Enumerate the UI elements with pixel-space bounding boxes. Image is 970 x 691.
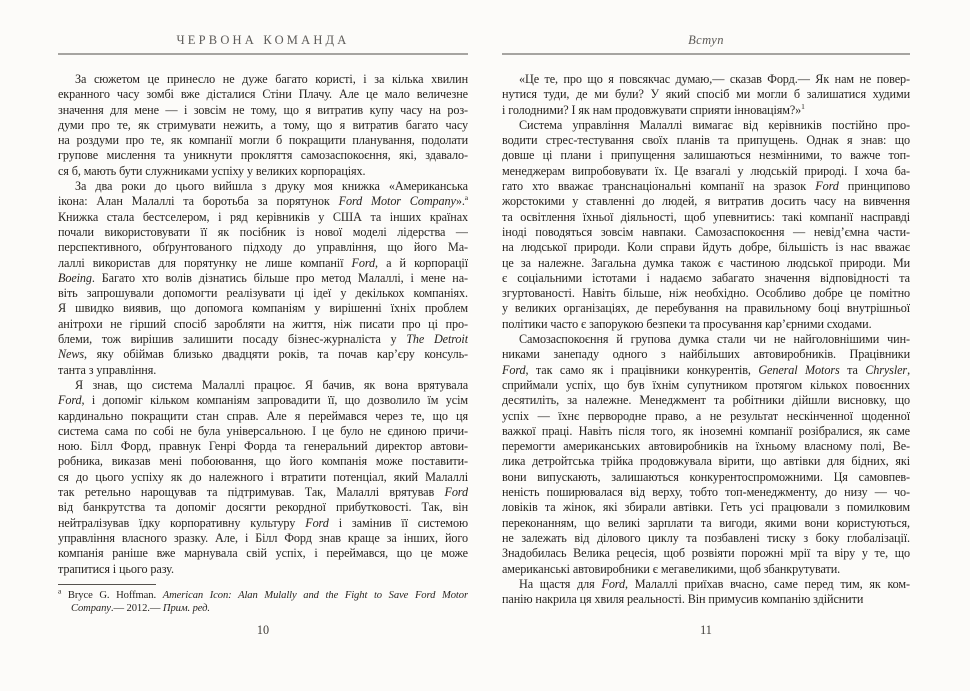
- text-line: вони випускають, залишаються конкурентоспроможними. Ця самовпев-: [502, 469, 910, 484]
- text-line: ікона: Алан Малаллі та боротьба за порятунок Ford Motor Company».$^a$: [58, 194, 468, 209]
- text-line: Самозаспокоєння й групова думка стали чи не найголовнішими чин-: [519, 332, 910, 347]
- text-line: Я швидко виявив, що допомога компаніям у вирішенні їхніх проблем: [58, 301, 468, 316]
- paragraph: [502, 332, 910, 577]
- page-number-left: 10: [256, 623, 270, 637]
- paragraph: [58, 179, 468, 378]
- text-line: Ford, так само як і працівники конкурентів, General Motors та Chrysler,: [502, 362, 910, 377]
- text-line: так ретельно нарощував та підтримував. Так, Малаллі врятував Ford: [58, 485, 468, 500]
- text-line: танта з управління.: [58, 362, 157, 377]
- text-line: на людської природи. Коли справи йдуть добре, більшість із нас вважає: [502, 240, 910, 255]
- page-right: [502, 0, 910, 691]
- text-line: жорстокими у ставленні до людей, я витратив досить часу на вивчення: [502, 194, 910, 209]
- text-line: гато хто вважає транснаціональні компанії на зразок Ford принципово: [502, 179, 910, 194]
- text-line: на роздуми про те, як компанії могли б покращити планування, подолати: [58, 133, 468, 148]
- body-text-left: [58, 72, 468, 577]
- text-line: десятиліть, за належне. Менеджмент та робітники дійшли висновку, що: [502, 393, 910, 408]
- text-line: від банкрутства та допоміг досягти рекордної прибутковості. Так, він: [58, 500, 468, 515]
- text-line: ловіків та жінок, які збирали автівки. Геть усі працювали з помилковим: [502, 500, 910, 515]
- text-line: Знадобилась Велика рецесія, щоб розвіяти порожні мрії та віру у те, що: [502, 546, 910, 561]
- text-line: Ford, і допоміг кільком компаніям запровадити її, що дозволило їм усім: [58, 393, 468, 408]
- text-line: значення для мене — і зовсім не тому, що я витратив купу часу на роз-: [58, 102, 468, 117]
- text-line: у великих організаціях, де перебування на правильному боці внутрішньої: [502, 301, 910, 316]
- text-line: нутися туди, де ми були? У який спосіб ми могли б залишатися худими: [502, 87, 910, 102]
- text-line: панію накрила ця хвиля реальності. Він примусив компанію здійснити: [502, 592, 864, 607]
- text-line: переконанням, що великі зарплати та вигоди, якими вони користуються,: [502, 515, 910, 530]
- text-line: не залежать від ділового циклу та позбавлені тиску з боку глобалізації.: [502, 530, 910, 545]
- text-line: згуртованості. Навіть більше, ніж необхідно. Особливо добре це помітно: [502, 286, 910, 301]
- text-line: є соціальними істотами і надаємо забагато значення відповідності та: [502, 270, 910, 285]
- text-line: та освітлення їхньої діяльності, щоб упевнитись: такі компанії насправді: [502, 209, 910, 224]
- text-line: екранного часу зомбі вже дісталися Стіни Плачу. Але це мало величезне: [58, 87, 468, 102]
- text-line: кардинально покращити стан справ. Але я переймався через те, що ця: [58, 408, 468, 423]
- paragraph: [502, 577, 910, 608]
- text-line: політики часто є запорукою безпеки та просування кар’єрними сходами.: [502, 316, 872, 331]
- text-line: довше ці плани і припущення залишаються незмінними, то важче топ-: [502, 148, 910, 163]
- text-line: Система управління Малаллі вимагає від керівників постійно про-: [519, 117, 910, 132]
- page-number-right: 11: [700, 623, 712, 637]
- text-line: робника, виказав мені побоювання, що його компанія може поставити-: [58, 454, 468, 469]
- text-line: іноді поводяться зовсім навпаки. Самозаспокоєння — невід’ємна части-: [502, 224, 910, 239]
- header-rule-right: [502, 53, 910, 55]
- text-line: система сама по собі не була універсальною. І це було не єдиною причи-: [58, 423, 468, 438]
- text-line: перспективного, обґрунтованого підходу до управління, що його Ма-: [58, 240, 468, 255]
- text-line: никами занепаду одного з найбільших автовиробників. Працівники: [502, 347, 910, 362]
- text-line: На щастя для Ford, Малаллі приїхав вчасно, саме перед тим, як ком-: [519, 576, 910, 591]
- text-line: перемогти американських автовиробників на їхньому власному полі, Ве-: [502, 439, 910, 454]
- footnote-separator: [58, 584, 156, 585]
- text-line: успіх — їхнє первородне право, а не результат нескінченної щоденної: [502, 408, 910, 423]
- text-line: Я знав, що система Малаллі працює. Я бачив, як вона врятувала: [75, 377, 468, 392]
- text-line: «Це те, про що я повсякчас думаю,— сказав Форд.— Як нам не повер-: [519, 72, 910, 86]
- running-header-right: Вступ: [688, 33, 724, 47]
- text-line: почали використовувати її як посібник із нової моделі лідерства —: [58, 224, 468, 239]
- text-line: За два роки до цього вийшла з друку моя книжка «Американська: [75, 179, 468, 194]
- text-line: Boeing. Багато хто волів дізнатись більше про метод Малаллі, і мене на-: [58, 270, 468, 285]
- text-line: лаллі використав для порятунку не лише компанії Ford, а й корпорації: [58, 255, 468, 270]
- text-line: сприймали успіх, що був їхнім супутником протягом кількох повоєнних: [502, 377, 910, 392]
- header-rule-left: [58, 53, 468, 55]
- text-line: лика детройтська трійка продовжувала вірити, що автівки для бідних, які: [502, 454, 910, 469]
- footnote-line: Company.— 2012.— Прим. ред.: [71, 603, 210, 615]
- text-line: і голодними? І як нам продовжувати сприяти інноваціям?»$^1$: [502, 102, 805, 117]
- text-line: менеджерам випробовувати їх. Це взагалі у людській природі. І хоча ба-: [502, 163, 910, 178]
- text-line: неність поширювалася від верху, тобто топ-менеджменту, до низу — чо-: [502, 485, 910, 500]
- paragraph: [502, 118, 910, 332]
- text-line: думи про те, як стримувати нежить, а тому, що я витратив багато часу: [58, 117, 468, 132]
- text-line: американські автовиробники є мегавеликими, щоб збанкрутувати.: [502, 561, 841, 576]
- text-line: групове мислення та уникнути прокляття самозаспокоєння, які, здавало-: [58, 148, 468, 163]
- text-line: ною. Білл Форд, правнук Генрі Форда та генеральний директор автови-: [58, 439, 468, 454]
- text-line: управління власного зразку. Але, і Білл Форд знав краще за інших, його: [58, 530, 468, 545]
- running-header-left: ЧЕРВОНА КОМАНДА: [176, 33, 350, 47]
- footnote: [58, 589, 468, 616]
- body-text-right: [502, 72, 910, 607]
- page-left: [58, 0, 468, 691]
- text-line: це за належне. Загальна думка також є частиною людської природи. Ми: [502, 255, 910, 270]
- text-line: ся б, мають бути служниками успіху у великих корпораціях.: [58, 163, 366, 178]
- text-line: Книжка стала бестселером, і ряд керівників у США та інших країнах: [58, 209, 468, 224]
- text-line: За сюжетом це принесло не дуже багато користі, і за кілька хвилин: [75, 72, 468, 86]
- text-line: трапитися і цього разу.: [58, 561, 174, 576]
- paragraph: [58, 72, 468, 179]
- text-line: News, яку обіймав близько двадцяти років, та почав кар’єру консуль-: [58, 347, 468, 362]
- text-line: анітрохи не гірший спосіб заробляти на життя, ніж писати про ці про-: [58, 316, 468, 331]
- paragraph: [502, 72, 910, 118]
- text-line: компанія раніше вже марнувала свій успіх, і переймався, що це може: [58, 546, 468, 561]
- text-line: водити стрес-тестування своїх планів та припущень. Однак я знав: що: [502, 133, 910, 148]
- text-line: блеми, тож вирішив залишити посаду бізнес-журналіста у The Detroit: [58, 332, 468, 347]
- text-line: віть запрошували допомогти реалізувати ці ідеї у декількох компаніях.: [58, 286, 468, 301]
- text-line: нейтралізував їдку корпоративну культуру Ford і замінив її системою: [58, 515, 468, 530]
- text-line: ся до цього успіху як до належного і втратити потенціал, який Малаллі: [58, 469, 468, 484]
- footnote-line: $^a$ Bryce G. Hoffman. American Icon: Alan Mulally and the Fight to Save Ford Motor: [58, 588, 468, 601]
- text-line: важкої праці. Навіть після того, як іноземні компанії розібралися, як саме: [502, 423, 910, 438]
- paragraph: [58, 378, 468, 577]
